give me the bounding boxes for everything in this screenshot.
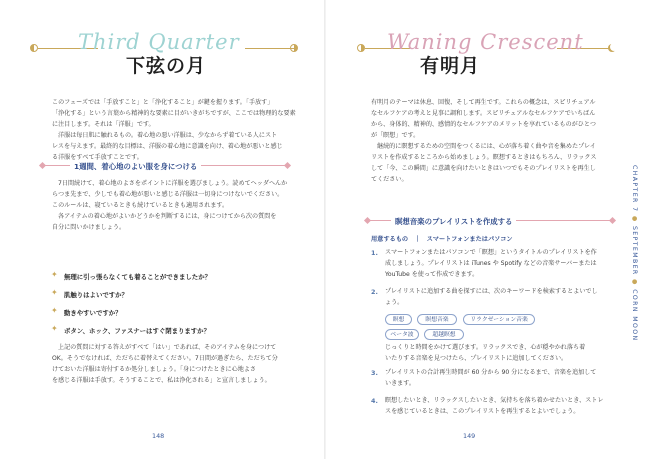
month-label: SEPTEMBER <box>631 225 638 276</box>
step-text: プレイリストの合計再生時間が 60 分から 90 分になるまで、音楽を追加して いきます。 <box>385 369 597 387</box>
step-text: 瞑想したいとき、リラックスしたいとき、気持ちを落ち着かせたいとき、ストレ スを感じているときは、このプレイリストを再生するとよいでしょう。 <box>385 397 604 415</box>
chapter-side-label <box>628 165 640 342</box>
half-moon-icon <box>357 44 365 52</box>
keyword-tag: 超越瞑想 <box>424 329 464 340</box>
intro-paragraph: 有明月のテーマは休息、回復、そして再生です。これらの概念は、スピリチュアル なセルフケアの考えと見事に調和します。スピリチュアルなセルフケアでいちばん から、身体的、精神的、感情的なセルフケアのメリットを享れているものがひとつ が「瞑想」です。 継続的に瞑想するための空間をつくるには、心が落ち着く曲や音を集めたプレイ リストを作成するところから始めましょう。瞑想するときはもちろん、リラックス して「今、この瞬間」に意識を向けたいときはいつでもそのプレイリストを再生し てください。 <box>371 99 597 183</box>
dot-icon: ● <box>631 215 638 226</box>
crescent-moon-icon <box>608 44 616 52</box>
keyword-tag: 瞑想音楽 <box>417 314 457 325</box>
closing-paragraph: 上記の質問に対する答えがすべて「はい」であれば、そのアイテムを身につけて OK。そうでなければ、ただちに着替えてください。7日間が過ぎたら、ただちて分 けておいた洋服は寄付するか処分しましょう。「身につけたときに心地よさ を感じる洋服は手放す。そうすることで、私は浄化される」と宣言しましょう。 <box>52 344 278 384</box>
page-title: 下弦の月 <box>126 55 207 77</box>
diamond-icon <box>284 162 291 169</box>
step-text: プレイリストに追加する曲を探すには、次のキーワードを検索するとよいでし ょう。 <box>385 288 598 306</box>
diamond-icon <box>609 217 616 224</box>
right-page <box>325 0 650 459</box>
body-paragraph: 7日間続けて、着心地のよさをポイントに洋服を選びましょう。読めてヘッダへんか らつま先まで、少しでも着心地が悪いと感じる洋服は一切身につけないでください。 このルールは、寝ているときも続けているときも適用されます。 各アイテムの着心地がよいかどうかを判断するには、身につけてから次の質問を 自分に問いかけましょう。 <box>52 180 288 231</box>
step-number: 3. <box>371 369 378 377</box>
page-number: 148 <box>152 432 165 440</box>
question-item: 動きやすいですか？ <box>64 309 122 317</box>
script-title: Third Quarter <box>78 30 240 54</box>
step-text: スマートフォンまたはパソコンで「瞑想」というタイトルのプレイリストを作 成しましょう。プレイリストは iTunes や Spotify などの音楽サーバーまたは YouTube を使って作成できます。 <box>385 249 597 278</box>
question-item: ボタン、ホック、ファスナーはすぐ閉まりますか？ <box>64 327 210 335</box>
diamond-icon <box>364 217 371 224</box>
star-bullet-icon: ✦ <box>51 306 58 315</box>
question-item: 無理に引っ張らなくても着ることができましたか？ <box>64 273 211 281</box>
materials-line: 用意するもの ｜ スマートフォンまたはパソコン <box>371 236 513 243</box>
diamond-icon <box>39 162 46 169</box>
star-bullet-icon: ✦ <box>51 270 58 279</box>
step-number: 4. <box>371 397 378 405</box>
step-number: 2. <box>371 288 378 296</box>
last-half-moon-icon <box>290 44 298 52</box>
star-bullet-icon: ✦ <box>51 324 58 333</box>
star-bullet-icon: ✦ <box>51 288 58 297</box>
page-title: 有明月 <box>420 55 481 77</box>
chapter-label: CHAPTER 7 <box>631 165 638 213</box>
section-title: 瞑想音楽のプレイリストを作成する <box>391 216 516 227</box>
question-item: 肌触りはよいですか？ <box>64 291 128 299</box>
chapter-side-text <box>631 165 638 342</box>
section-title: 1週間、着心地のよい服を身につける <box>70 161 201 172</box>
intro-paragraph: このフェーズでは「手放すこと」と「浄化すること」が鍵を握ります。「手放す」 「浄化する」という言葉から精神的な要素に目がいきがちですが、ここでは物理的な要素 に注目します。それは「洋服」です。 洋服は毎日肌に触れるもの。着心地の悪い洋服は、少なからず着ている人にスト レスを与えます。最終的な目標は、洋服の着心地に意識を向け、着心地が悪いと感じ る洋服をすべて手放すことです。 <box>52 99 296 161</box>
page-number: 149 <box>463 432 476 440</box>
moon-name-label: CORN MOON <box>631 289 638 342</box>
keyword-tag: ベータ波 <box>385 329 419 340</box>
dot-icon: ● <box>631 279 638 290</box>
first-half-moon-icon <box>30 44 38 52</box>
keyword-tag: リラクゼーション音楽 <box>463 314 535 325</box>
step-number: 1. <box>371 249 378 257</box>
script-title: Waning Crescent <box>387 30 584 54</box>
step-text: じっくりと時間をかけて選びます。リラックスでき、心が穏やかれ落ち着 いたりする音楽を見つけたら、プレイリストに追加してください。 <box>385 344 586 362</box>
header-rule-right <box>245 48 295 49</box>
keyword-tag: 瞑想 <box>385 314 412 325</box>
